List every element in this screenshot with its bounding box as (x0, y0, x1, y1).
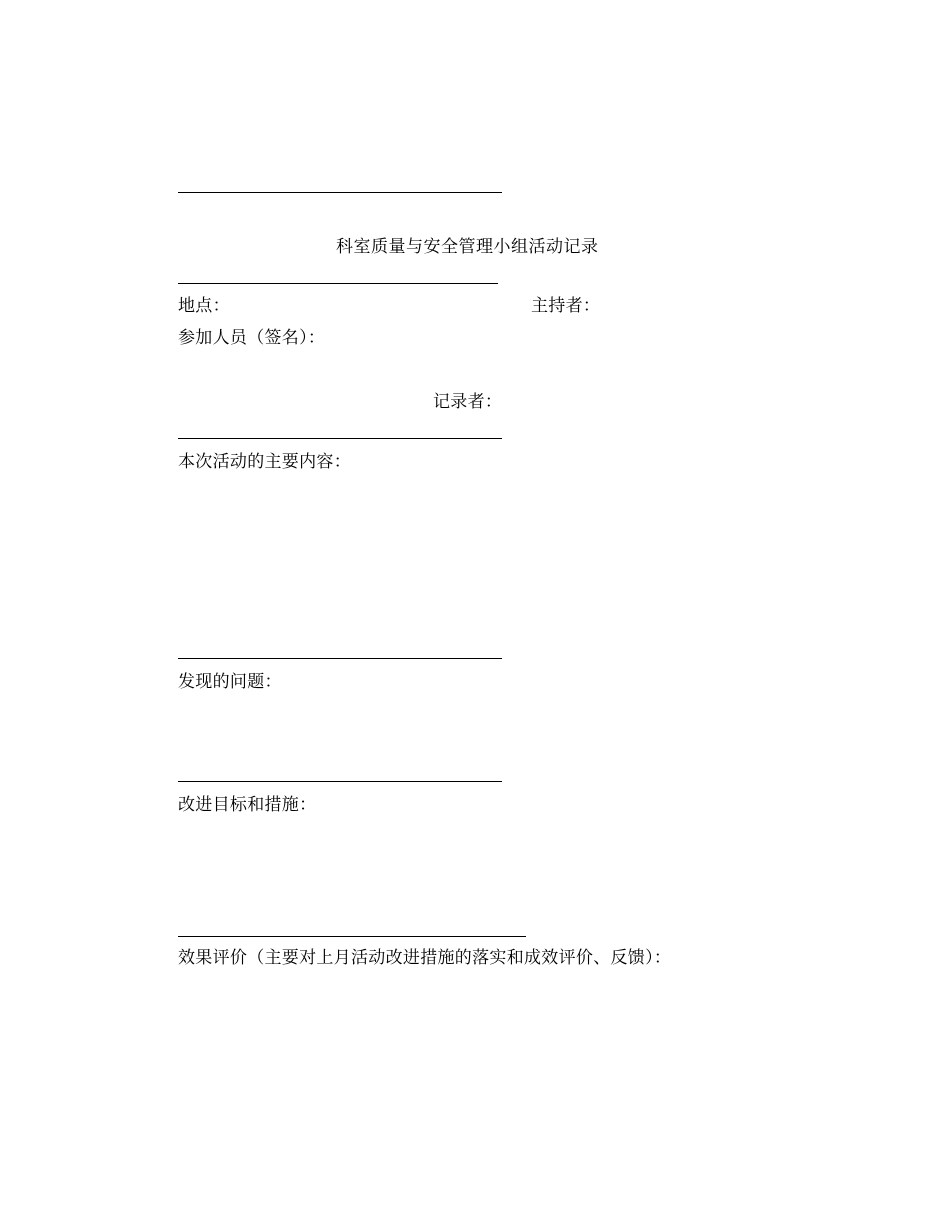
evaluation-label: 效果评价（主要对上月活动改进措施的落实和成效评价、反馈）： (178, 948, 672, 968)
problems-label: 发现的问题： (178, 672, 282, 692)
section-divider-evaluation (178, 936, 526, 937)
participants-label: 参加人员（签名）： (178, 328, 326, 348)
title-underline (178, 283, 498, 284)
improvement-label: 改进目标和措施： (178, 795, 317, 815)
recorder-label: 记录者： (433, 392, 503, 412)
section-divider-improvement (178, 781, 502, 782)
document-title: 科室质量与安全管理小组活动记录 (336, 237, 599, 257)
location-label: 地点： (178, 296, 230, 316)
host-label: 主持者： (531, 296, 601, 316)
main-content-label: 本次活动的主要内容： (178, 452, 351, 472)
section-divider-content (178, 438, 502, 439)
top-divider (178, 192, 502, 193)
section-divider-problems (178, 658, 502, 659)
